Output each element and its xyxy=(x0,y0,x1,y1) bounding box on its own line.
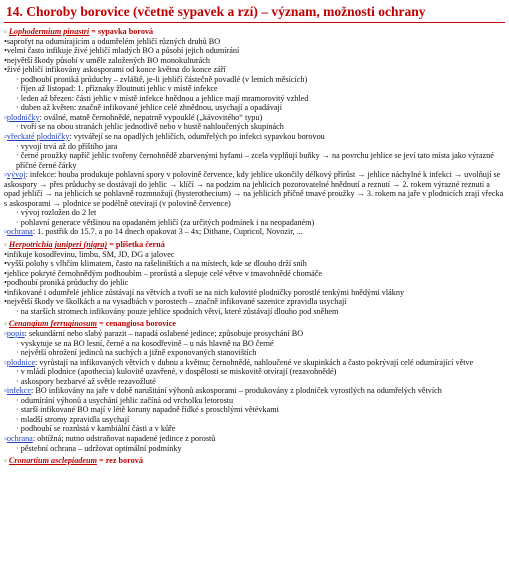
list-item xyxy=(4,278,505,288)
list-item xyxy=(4,170,505,208)
list-item xyxy=(4,339,505,349)
list-item-text: askospory bezbarvé až světle rezavožluté xyxy=(20,376,156,386)
square-bullet-icon: ▫ xyxy=(4,319,7,329)
list-item xyxy=(4,65,505,75)
list-item-text: vyvojí trvá až do příštího jara xyxy=(20,141,118,151)
keyword: ochrana xyxy=(6,433,33,443)
list-item-text: v mládí plodnice (apothecia) kulovitě uzavřené, v dospělosti se miskovitě otvírají (rezavohnědé) xyxy=(20,367,337,377)
list-item xyxy=(4,151,505,170)
common-name: = sypavka borová xyxy=(89,27,154,36)
list-item xyxy=(4,377,505,387)
list-item-text: : obtížná; nutno odstraňovat napadené jedince z porostů xyxy=(32,433,216,443)
list-item-text: : 1. postřik do 15.7. a po 14 dnech opakovat 3 – 4x; Dithane, Cupricol, Novozir, ... xyxy=(32,227,303,237)
section-heading xyxy=(4,319,505,329)
page-title: 14. Choroby borovice (včetně sypavek a rzí) – význam, možnosti ochrany xyxy=(4,2,505,23)
square-bullet-icon: ▫ xyxy=(4,456,7,466)
list-item-text: velmi často infikuje živé jehličí mladých BO a působí jejich odumírání xyxy=(6,46,240,56)
keyword: infekce xyxy=(6,386,31,396)
keyword: popis xyxy=(6,328,25,338)
latin-name: Cronartium asclepiadeum xyxy=(8,456,97,466)
list-item xyxy=(4,142,505,152)
list-item-text: : BO infikovány na jaře v době narušitání výhonů askosporami – produkovány z plodniček vyrostlých na odumřelých větvích xyxy=(31,386,442,396)
list-item xyxy=(4,297,505,307)
list-item xyxy=(4,367,505,377)
list-item-text: jehlice pokryté černohnědým podhoubím – prorůstá a slepuje celé větve v tmavohnědé chomáče xyxy=(6,268,322,278)
sections-container xyxy=(4,27,505,466)
common-name: = plíšetka černá xyxy=(107,240,165,250)
keyword: vřeckaté plodničky xyxy=(6,132,70,142)
list-item xyxy=(4,84,505,94)
list-item xyxy=(4,434,505,444)
list-item xyxy=(4,329,505,339)
list-item xyxy=(4,444,505,454)
list-item-text: odumírání výhonů a usychání jehlic začíná od vrcholku letorostu xyxy=(20,395,234,405)
section-heading xyxy=(4,27,505,37)
list-item-text: největší škody působí v uměle založených BO monokulturách xyxy=(6,55,210,65)
list-item-text: : infekce: houba produkuje pohlavní spory v polovině července, kdy jehlice ukončily délkový přírůst → jehlice náchylné k infekci → uvolňují se askospory → přes průduchy se dostávají do jehlic → klíčí → na podzim na jehlicích pozorovatelné hnědnutí a reznutí → 2. rokem výrazné reznutí a opad jehličí → na jehlicích se pohlavně rozmnožují (hysterothecium) → na jehlicích příčně tmavé proužky → 3. rokem na jaře v plodnicích zrají vřecka s askosporami → plodnice se podélně otevírají (v polovině července) xyxy=(4,170,504,208)
section xyxy=(4,319,505,453)
latin-name: Lophodermium pinastri xyxy=(8,27,90,36)
list-item-text: podhoubí proniká průduchy do jehlic xyxy=(6,278,129,288)
common-name: = cenangiosa borovice xyxy=(96,319,176,329)
list-item xyxy=(4,269,505,279)
list-item xyxy=(4,288,505,298)
list-item-text: pěstební ochrana – udržovat optimální podmínky xyxy=(20,443,182,453)
list-item xyxy=(4,405,505,415)
list-item-text: infikuje kosodřevinu, limbu, SM, JD, DG a jalovec xyxy=(6,249,175,259)
list-item xyxy=(4,386,505,396)
list-item xyxy=(4,208,505,218)
keyword: plodničky xyxy=(6,112,40,122)
list-item-text: infikované i odumřelé jehlice zůstávají na větvích a tvoří se na nich kulovité plodničky porostlé tenkými hnědými vlákny xyxy=(6,287,405,297)
list-item-text: : vytvářejí se na opadlých jehličích, odumřelých po infekci sypavkou borovou xyxy=(69,132,325,142)
list-item-text: podhoubí proniká průduchy – zvláště, je-li jehličí částečně povadlé (v letních měsících) xyxy=(20,74,308,84)
list-item xyxy=(4,259,505,269)
latin-name: Cenangium ferruginosum xyxy=(8,319,97,329)
section xyxy=(4,240,505,316)
keyword: vývoj xyxy=(6,170,26,180)
list-item xyxy=(4,132,505,142)
list-item xyxy=(4,56,505,66)
list-item-text: : sekundární nebo slabý parazit – napadá oslabené jedince; způsobuje prosychání BO xyxy=(24,328,304,338)
section-heading xyxy=(4,456,505,466)
list-item xyxy=(4,113,505,123)
list-item-text: vývoj rozložen do 2 let xyxy=(20,208,97,218)
list-item-text: : vyrůstají na infikovaných větvích v dubnu a květnu; černohnědé, nahloučené ve skupinkách a často pokrývají celé odumírající větve xyxy=(35,357,474,367)
list-item xyxy=(4,218,505,228)
list-item xyxy=(4,103,505,113)
list-item xyxy=(4,227,505,237)
list-item-text: vyšší polohy s vlhčím klimatem, často na rašeliništích a na místech, kde se dlouho drží sníh xyxy=(6,259,307,269)
keyword: plodnice xyxy=(6,357,36,367)
list-item-text: pohlavní generace většinou na opadaném jehličí (za určitých podmínek i na neopadaném) xyxy=(20,217,315,227)
list-item-text: živé jehličí infikovány askosporami od konce května do konce září xyxy=(6,65,226,75)
square-bullet-icon: ▫ xyxy=(4,27,7,36)
list-item-text: : oválné, matně černohnědé, nepatrně vypouklé („kávovitého“ typu) xyxy=(39,112,263,122)
list-item xyxy=(4,46,505,56)
list-item-text: černé proužky napříč jehlic tvořeny černohnědě zbarvenými hyfami – zcela vyplňují buňky → na povrchu jehlice se jeví tato místa jako výrazné příčné černé čárky xyxy=(16,151,494,170)
section xyxy=(4,27,505,237)
list-item-text: největší škody ve školkách a na vysadbách v porostech – značně infikované sazenice zpravidla usychají xyxy=(6,297,347,307)
list-item-text: podhoubí se rozrůstá v kambiální části a v kůře xyxy=(20,424,176,434)
list-item xyxy=(4,94,505,104)
list-item xyxy=(4,250,505,260)
section-heading xyxy=(4,240,505,250)
latin-name: Herpotrichia juniperi (nigra) xyxy=(8,240,108,250)
list-item xyxy=(4,75,505,85)
list-item-text: saprofyt na odumírajícím a odumřelém jehličí různých druhů BO xyxy=(6,36,221,46)
square-bullet-icon: ▫ xyxy=(4,240,7,250)
list-item xyxy=(4,424,505,434)
list-item-text: duben až květen: značně infikované jehlice celé zhnědnou, usychají a opadávají xyxy=(20,103,282,113)
section xyxy=(4,456,505,466)
list-item xyxy=(4,358,505,368)
list-item xyxy=(4,37,505,47)
list-item-text: mladší stromy zpravidla usychají xyxy=(20,414,130,424)
list-item-text: vyskytuje se na BO lesní, černé a na kosodřevině – u nás hlavně na BO černé xyxy=(20,338,274,348)
list-item-text: na starších stromech infikovány pouze jehlice spodních větví, které zůstávají dlouho pod sněhem xyxy=(20,306,339,316)
list-item-text: říjen až listopad: 1. příznaky žloutnutí jehlic v místě infekce xyxy=(20,84,218,94)
list-item xyxy=(4,307,505,317)
list-item-text: největší ohrožení jedinců na suchých a jižně exponovaných stanovištích xyxy=(20,348,257,358)
list-item xyxy=(4,396,505,406)
list-item-text: tvoří se na obou stranách jehlic jednotlivě nebo v hustě nahloučených skupinách xyxy=(20,122,284,132)
common-name: = rez borová xyxy=(96,456,143,466)
list-item-text: leden až březen: části jehlic v místě infekce hnědnou a jehlice mají mramorovitý vzhled xyxy=(20,93,309,103)
list-item xyxy=(4,122,505,132)
keyword: ochrana xyxy=(6,227,33,237)
list-item xyxy=(4,348,505,358)
list-item-text: starší infikované BO mají v létě koruny napadně řídké s proschlými větévkami xyxy=(20,405,279,415)
list-item xyxy=(4,415,505,425)
